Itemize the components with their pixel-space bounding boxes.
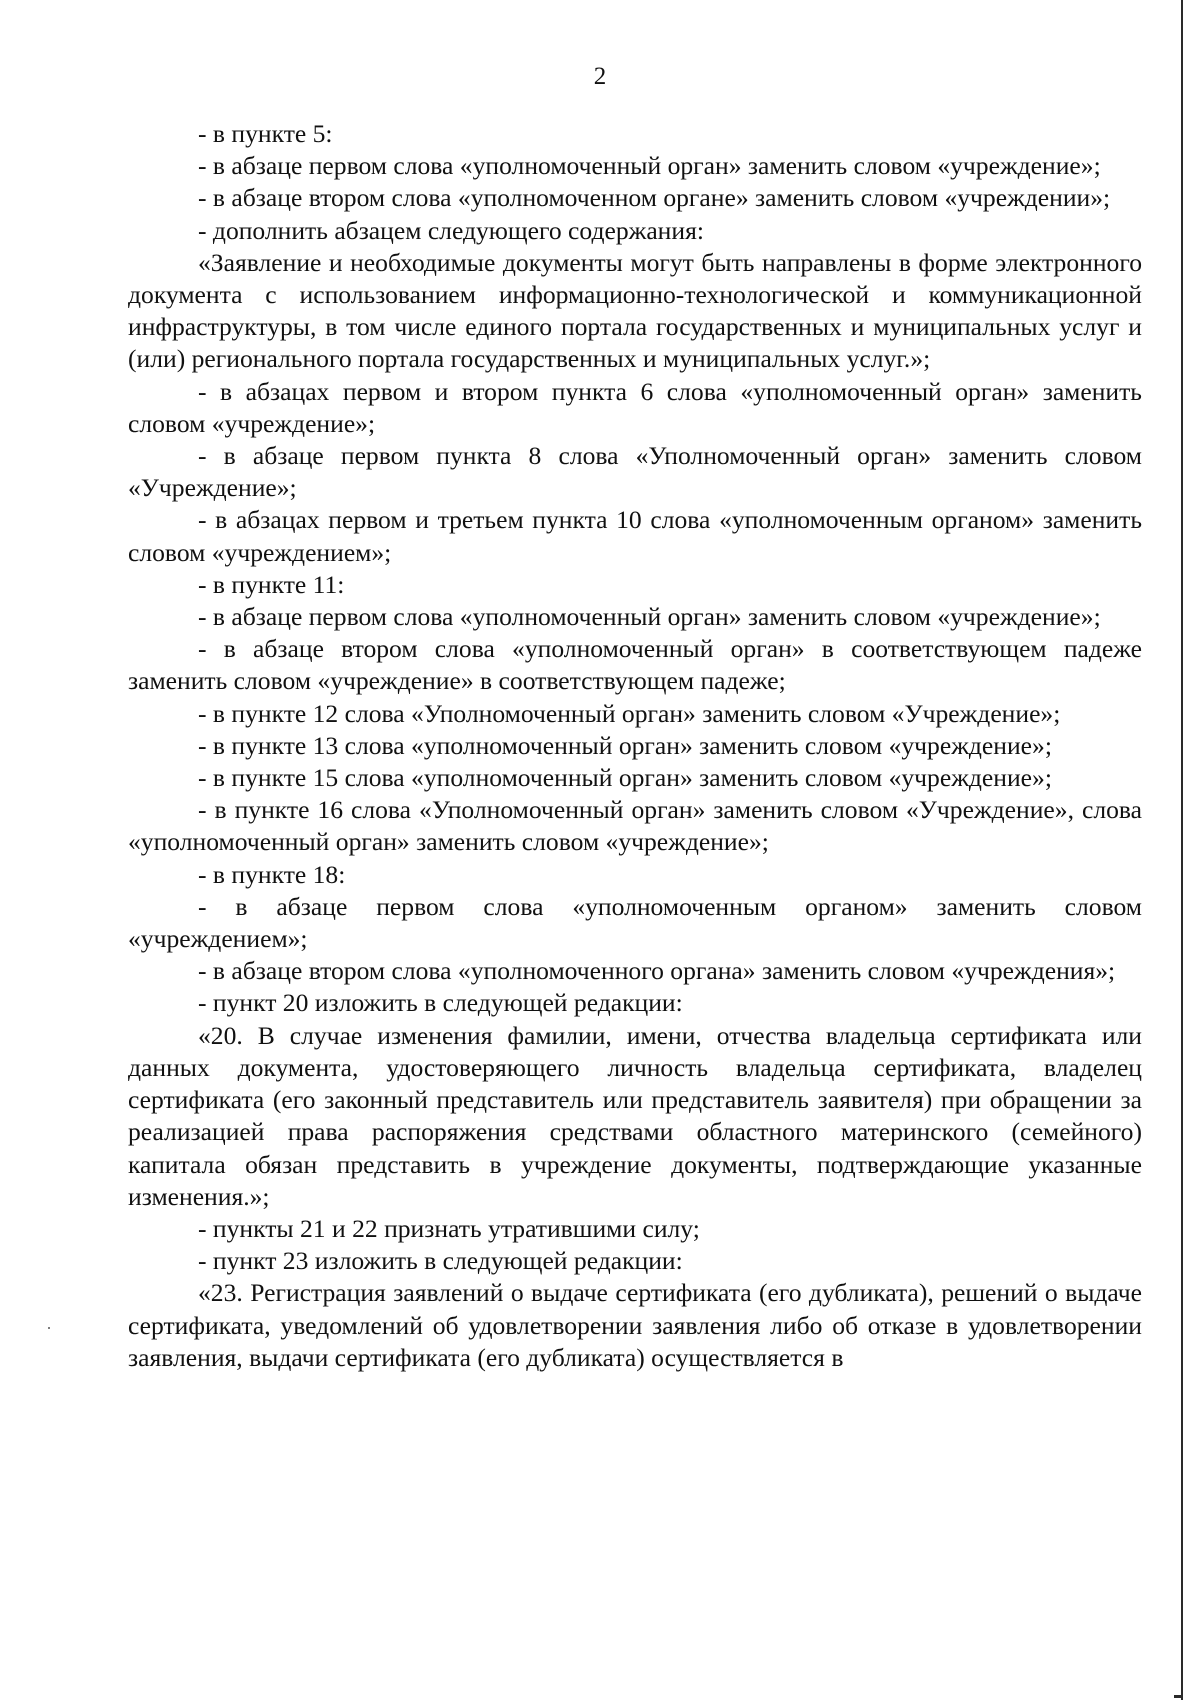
paragraph: «Заявление и необходимые документы могут быть направлены в форме электронного документа с использованием информационно-технологической и коммуникационной инфраструктуры, в том числе единого портала государственных и муниципальных услуг и (или) регионального портала государственных и муниципальных услуг.»; [128, 247, 1142, 374]
paragraph: - в абзаце первом пункта 8 слова «Уполномоченный орган» заменить словом «Учреждение»; [128, 441, 1142, 503]
paragraph: - пункт 23 изложить в следующей редакции: [198, 1246, 683, 1276]
paragraph: - в абзаце втором слова «уполномоченный орган» в соответствующем падеже заменить словом «учреждение» в соответствующем падеже; [128, 634, 1142, 696]
page-number: 2 [593, 63, 607, 90]
paragraph: - в пункте 11: [198, 569, 345, 599]
paragraph: - в абзаце первом слова «уполномоченный орган» заменить словом «учреждение»; [198, 602, 1101, 632]
paragraph: - в абзаце первом слова «уполномоченный орган» заменить словом «учреждение»; [198, 151, 1101, 181]
scan-edge-foot [1174, 1695, 1183, 1698]
paragraph: - в пункте 18: [198, 859, 346, 889]
paragraph: - в абзаце втором слова «уполномоченном органе» заменить словом «учреждении»; [198, 183, 1111, 213]
paragraph: - в пункте 16 слова «Уполномоченный орган» заменить словом «Учреждение», слова «уполномоченный орган» заменить словом «учреждение»; [128, 795, 1142, 857]
paragraph: «23. Регистрация заявлений о выдаче сертификата (его дубликата), решений о выдаче сертификата, уведомлений об удовлетворении заявления либо об отказе в удовлетворении заявления, выдачи сертификата (его дубликата) осуществляется в [128, 1278, 1142, 1372]
paragraph: - пункт 20 изложить в следующей редакции: [198, 988, 683, 1018]
document-body [128, 118, 1142, 1374]
paragraph: - в пункте 13 слова «уполномоченный орган» заменить словом «учреждение»; [198, 730, 1052, 760]
paragraph: - в пункте 15 слова «уполномоченный орган» заменить словом «учреждение»; [198, 763, 1052, 793]
paragraph: - в пункте 12 слова «Уполномоченный орган» заменить словом «Учреждение»; [198, 698, 1061, 728]
paragraph: - в абзацах первом и третьем пункта 10 слова «уполномоченным органом» заменить словом «учреждением»; [128, 505, 1142, 567]
paragraph: - в абзаце первом слова «уполномоченным органом» заменить словом «учреждением»; [128, 891, 1142, 954]
paragraph: - в пункте 5: [198, 119, 333, 148]
paragraph: - в абзаце втором слова «уполномоченного органа» заменить словом «учреждения»; [198, 956, 1116, 986]
scan-edge-line [1181, 0, 1183, 1700]
scan-speck [48, 1327, 50, 1329]
paragraph: - пункты 21 и 22 признать утратившими силу; [198, 1213, 700, 1243]
paragraph: - дополнить абзацем следующего содержания: [198, 215, 704, 245]
paragraph: «20. В случае изменения фамилии, имени, отчества владельца сертификата или данных документа, удостоверяющего личность владельца сертификата, владелец сертификата (его законный представитель или представитель заявителя) при обращении за реализацией права распоряжения средствами областного материнского (семейного) капитала обязан представить в учреждение документы, подтверждающие указанные изменения.»; [128, 1020, 1142, 1211]
paragraph: - в абзацах первом и втором пункта 6 слова «уполномоченный орган» заменить словом «учреждение»; [128, 376, 1142, 438]
